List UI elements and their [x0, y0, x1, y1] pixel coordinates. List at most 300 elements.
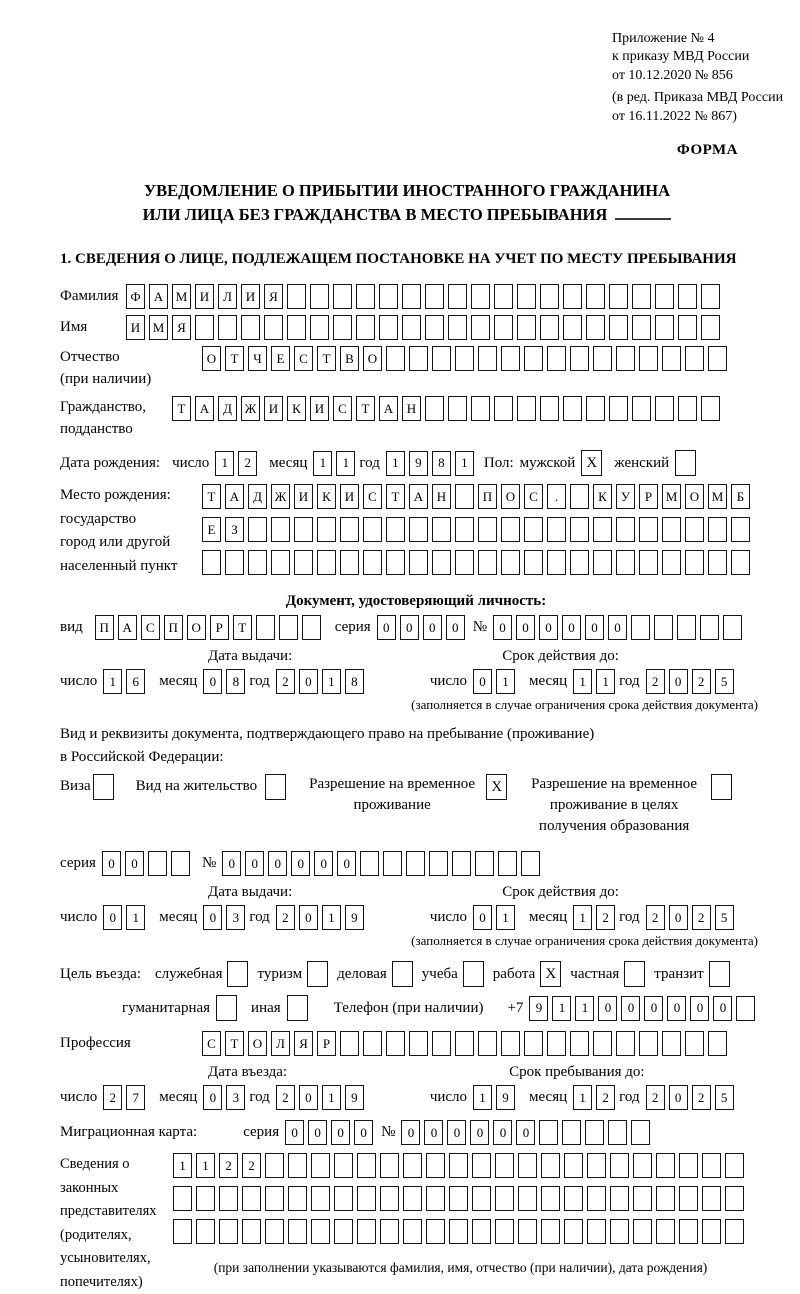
char-box[interactable]: [570, 484, 589, 509]
char-box[interactable]: 1: [596, 669, 615, 694]
char-box[interactable]: [725, 1153, 744, 1178]
char-box[interactable]: [495, 1153, 514, 1178]
char-box[interactable]: [631, 615, 650, 640]
char-box[interactable]: [524, 550, 543, 575]
char-box[interactable]: [616, 346, 635, 371]
char-box[interactable]: В: [340, 346, 359, 371]
char-box[interactable]: [547, 517, 566, 542]
iddoc-expiry-month[interactable]: [573, 669, 619, 694]
char-box[interactable]: 3: [226, 1085, 245, 1110]
char-box[interactable]: 2: [276, 669, 295, 694]
char-box[interactable]: [455, 517, 474, 542]
char-box[interactable]: [540, 396, 559, 421]
char-box[interactable]: [171, 851, 190, 876]
char-box[interactable]: [432, 550, 451, 575]
char-box[interactable]: [685, 550, 704, 575]
char-box[interactable]: И: [310, 396, 329, 421]
char-box[interactable]: С: [202, 1031, 221, 1056]
char-box[interactable]: 0: [314, 851, 333, 876]
char-box[interactable]: [495, 1186, 514, 1211]
char-box[interactable]: С: [524, 484, 543, 509]
char-box[interactable]: 0: [203, 905, 222, 930]
char-box[interactable]: 9: [529, 996, 548, 1021]
char-box[interactable]: [248, 550, 267, 575]
char-box[interactable]: [173, 1186, 192, 1211]
char-box[interactable]: [409, 517, 428, 542]
stay-until-day[interactable]: [473, 1085, 519, 1110]
char-box[interactable]: [518, 1219, 537, 1244]
char-box[interactable]: [587, 1186, 606, 1211]
char-box[interactable]: [478, 346, 497, 371]
char-box[interactable]: [357, 1219, 376, 1244]
char-box[interactable]: Т: [225, 346, 244, 371]
char-box[interactable]: [586, 284, 605, 309]
char-box[interactable]: [333, 284, 352, 309]
char-box[interactable]: [708, 550, 727, 575]
char-box[interactable]: [256, 615, 275, 640]
iddoc-issue-month[interactable]: [203, 669, 249, 694]
char-box[interactable]: [386, 517, 405, 542]
char-box[interactable]: [241, 315, 260, 340]
char-box[interactable]: [409, 346, 428, 371]
char-box[interactable]: [679, 1153, 698, 1178]
char-box[interactable]: 0: [690, 996, 709, 1021]
resdoc-issue-day[interactable]: [103, 905, 149, 930]
char-box[interactable]: [386, 346, 405, 371]
male-checkbox[interactable]: X: [581, 450, 602, 476]
char-box[interactable]: [616, 1031, 635, 1056]
char-box[interactable]: 2: [242, 1153, 261, 1178]
char-box[interactable]: [685, 1031, 704, 1056]
char-box[interactable]: [432, 346, 451, 371]
char-box[interactable]: [265, 1153, 284, 1178]
resdoc-seriya-input[interactable]: [102, 851, 194, 876]
char-box[interactable]: [219, 1186, 238, 1211]
char-box[interactable]: [148, 851, 167, 876]
resdoc-expiry-year[interactable]: [646, 905, 738, 930]
char-box[interactable]: 0: [516, 1120, 535, 1145]
char-box[interactable]: [448, 315, 467, 340]
char-box[interactable]: 7: [126, 1085, 145, 1110]
char-box[interactable]: 2: [692, 1085, 711, 1110]
char-box[interactable]: [564, 1186, 583, 1211]
char-box[interactable]: [662, 1031, 681, 1056]
char-box[interactable]: 2: [646, 1085, 665, 1110]
char-box[interactable]: М: [149, 315, 168, 340]
char-box[interactable]: 0: [337, 851, 356, 876]
char-box[interactable]: Т: [356, 396, 375, 421]
char-box[interactable]: [409, 550, 428, 575]
char-box[interactable]: [702, 1219, 721, 1244]
char-box[interactable]: [586, 315, 605, 340]
char-box[interactable]: [639, 517, 658, 542]
char-box[interactable]: [524, 517, 543, 542]
char-box[interactable]: [432, 517, 451, 542]
migcard-number-input[interactable]: [401, 1120, 654, 1145]
temp-residence-education-checkbox[interactable]: [711, 774, 732, 800]
char-box[interactable]: [340, 550, 359, 575]
char-box[interactable]: 6: [126, 669, 145, 694]
char-box[interactable]: [708, 346, 727, 371]
char-box[interactable]: Р: [210, 615, 229, 640]
char-box[interactable]: [723, 615, 742, 640]
char-box[interactable]: [498, 851, 517, 876]
char-box[interactable]: [471, 284, 490, 309]
char-box[interactable]: [379, 284, 398, 309]
char-box[interactable]: К: [287, 396, 306, 421]
char-box[interactable]: [501, 1031, 520, 1056]
char-box[interactable]: 1: [575, 996, 594, 1021]
char-box[interactable]: 1: [473, 1085, 492, 1110]
char-box[interactable]: [631, 1120, 650, 1145]
firstname-input[interactable]: [126, 315, 724, 340]
char-box[interactable]: [702, 1186, 721, 1211]
char-box[interactable]: [678, 396, 697, 421]
char-box[interactable]: [609, 315, 628, 340]
iddoc-vid-input[interactable]: [95, 615, 325, 640]
char-box[interactable]: О: [363, 346, 382, 371]
char-box[interactable]: [196, 1219, 215, 1244]
char-box[interactable]: 0: [125, 851, 144, 876]
char-box[interactable]: [380, 1186, 399, 1211]
char-box[interactable]: 1: [322, 669, 341, 694]
char-box[interactable]: [425, 315, 444, 340]
char-box[interactable]: [616, 550, 635, 575]
char-box[interactable]: 0: [331, 1120, 350, 1145]
resdoc-issue-year[interactable]: [276, 905, 368, 930]
char-box[interactable]: 0: [203, 669, 222, 694]
char-box[interactable]: Ж: [271, 484, 290, 509]
stay-until-year[interactable]: [646, 1085, 738, 1110]
char-box[interactable]: У: [616, 484, 635, 509]
char-box[interactable]: [455, 346, 474, 371]
char-box[interactable]: [700, 615, 719, 640]
char-box[interactable]: [656, 1219, 675, 1244]
char-box[interactable]: [679, 1219, 698, 1244]
representatives-input-row1[interactable]: [173, 1153, 748, 1178]
char-box[interactable]: [311, 1186, 330, 1211]
char-box[interactable]: 1: [386, 451, 405, 476]
char-box[interactable]: [518, 1186, 537, 1211]
char-box[interactable]: [478, 517, 497, 542]
char-box[interactable]: [455, 1031, 474, 1056]
char-box[interactable]: 0: [669, 905, 688, 930]
char-box[interactable]: [656, 1186, 675, 1211]
char-box[interactable]: 0: [669, 669, 688, 694]
char-box[interactable]: К: [317, 484, 336, 509]
char-box[interactable]: [570, 517, 589, 542]
char-box[interactable]: [449, 1219, 468, 1244]
char-box[interactable]: И: [264, 396, 283, 421]
char-box[interactable]: М: [172, 284, 191, 309]
char-box[interactable]: К: [593, 484, 612, 509]
char-box[interactable]: [518, 1153, 537, 1178]
char-box[interactable]: 1: [573, 1085, 592, 1110]
char-box[interactable]: Я: [264, 284, 283, 309]
purpose-transit-checkbox[interactable]: [709, 961, 730, 987]
char-box[interactable]: И: [340, 484, 359, 509]
char-box[interactable]: [494, 284, 513, 309]
char-box[interactable]: [731, 550, 750, 575]
char-box[interactable]: [426, 1153, 445, 1178]
char-box[interactable]: [541, 1153, 560, 1178]
char-box[interactable]: [403, 1153, 422, 1178]
char-box[interactable]: М: [708, 484, 727, 509]
char-box[interactable]: А: [409, 484, 428, 509]
char-box[interactable]: [662, 517, 681, 542]
char-box[interactable]: [731, 517, 750, 542]
char-box[interactable]: 0: [103, 905, 122, 930]
char-box[interactable]: [610, 1153, 629, 1178]
char-box[interactable]: [452, 851, 471, 876]
char-box[interactable]: 1: [322, 905, 341, 930]
char-box[interactable]: [608, 1120, 627, 1145]
birthplace-input-row3[interactable]: [202, 550, 754, 575]
char-box[interactable]: Ч: [248, 346, 267, 371]
char-box[interactable]: [429, 851, 448, 876]
char-box[interactable]: П: [164, 615, 183, 640]
birthplace-input-row2[interactable]: [202, 517, 754, 542]
char-box[interactable]: 0: [713, 996, 732, 1021]
char-box[interactable]: 0: [585, 615, 604, 640]
char-box[interactable]: 2: [692, 905, 711, 930]
char-box[interactable]: [333, 315, 352, 340]
char-box[interactable]: [471, 315, 490, 340]
char-box[interactable]: 9: [496, 1085, 515, 1110]
char-box[interactable]: [547, 1031, 566, 1056]
char-box[interactable]: [563, 396, 582, 421]
char-box[interactable]: [287, 284, 306, 309]
char-box[interactable]: [311, 1153, 330, 1178]
purpose-business-checkbox[interactable]: [392, 961, 413, 987]
char-box[interactable]: Е: [202, 517, 221, 542]
char-box[interactable]: 1: [496, 669, 515, 694]
char-box[interactable]: [173, 1219, 192, 1244]
char-box[interactable]: [475, 851, 494, 876]
char-box[interactable]: [294, 517, 313, 542]
char-box[interactable]: [593, 1031, 612, 1056]
char-box[interactable]: 0: [285, 1120, 304, 1145]
char-box[interactable]: 0: [291, 851, 310, 876]
char-box[interactable]: Т: [225, 1031, 244, 1056]
char-box[interactable]: А: [379, 396, 398, 421]
char-box[interactable]: [679, 1186, 698, 1211]
char-box[interactable]: [521, 851, 540, 876]
char-box[interactable]: 0: [446, 615, 465, 640]
char-box[interactable]: Я: [172, 315, 191, 340]
char-box[interactable]: [632, 396, 651, 421]
char-box[interactable]: 0: [516, 615, 535, 640]
char-box[interactable]: [587, 1219, 606, 1244]
char-box[interactable]: [317, 550, 336, 575]
char-box[interactable]: [310, 315, 329, 340]
char-box[interactable]: [593, 346, 612, 371]
char-box[interactable]: О: [501, 484, 520, 509]
char-box[interactable]: [448, 284, 467, 309]
char-box[interactable]: [632, 315, 651, 340]
char-box[interactable]: 2: [646, 905, 665, 930]
char-box[interactable]: [655, 396, 674, 421]
stay-until-month[interactable]: [573, 1085, 619, 1110]
char-box[interactable]: [677, 615, 696, 640]
char-box[interactable]: [455, 484, 474, 509]
char-box[interactable]: 0: [299, 669, 318, 694]
char-box[interactable]: 5: [715, 905, 734, 930]
char-box[interactable]: Т: [202, 484, 221, 509]
char-box[interactable]: 2: [103, 1085, 122, 1110]
char-box[interactable]: .: [547, 484, 566, 509]
char-box[interactable]: 0: [423, 615, 442, 640]
char-box[interactable]: [654, 615, 673, 640]
char-box[interactable]: 0: [644, 996, 663, 1021]
char-box[interactable]: [472, 1219, 491, 1244]
char-box[interactable]: 0: [470, 1120, 489, 1145]
char-box[interactable]: 0: [245, 851, 264, 876]
char-box[interactable]: [517, 315, 536, 340]
char-box[interactable]: 0: [493, 615, 512, 640]
char-box[interactable]: [547, 550, 566, 575]
char-box[interactable]: [701, 315, 720, 340]
char-box[interactable]: [472, 1153, 491, 1178]
char-box[interactable]: 0: [400, 615, 419, 640]
birth-day-input[interactable]: [215, 451, 261, 476]
char-box[interactable]: [478, 550, 497, 575]
char-box[interactable]: [524, 1031, 543, 1056]
char-box[interactable]: 1: [103, 669, 122, 694]
char-box[interactable]: Ф: [126, 284, 145, 309]
char-box[interactable]: Р: [317, 1031, 336, 1056]
char-box[interactable]: 1: [196, 1153, 215, 1178]
char-box[interactable]: С: [363, 484, 382, 509]
char-box[interactable]: [383, 851, 402, 876]
char-box[interactable]: 8: [345, 669, 364, 694]
char-box[interactable]: О: [187, 615, 206, 640]
char-box[interactable]: [425, 396, 444, 421]
char-box[interactable]: 0: [308, 1120, 327, 1145]
char-box[interactable]: [264, 315, 283, 340]
purpose-other-checkbox[interactable]: [287, 995, 308, 1021]
char-box[interactable]: А: [195, 396, 214, 421]
char-box[interactable]: 0: [299, 905, 318, 930]
char-box[interactable]: [426, 1186, 445, 1211]
char-box[interactable]: [380, 1153, 399, 1178]
char-box[interactable]: 1: [173, 1153, 192, 1178]
char-box[interactable]: [547, 346, 566, 371]
char-box[interactable]: [656, 1153, 675, 1178]
char-box[interactable]: Л: [271, 1031, 290, 1056]
char-box[interactable]: [242, 1186, 261, 1211]
char-box[interactable]: С: [141, 615, 160, 640]
char-box[interactable]: [633, 1219, 652, 1244]
char-box[interactable]: Т: [317, 346, 336, 371]
char-box[interactable]: [334, 1186, 353, 1211]
char-box[interactable]: [678, 284, 697, 309]
purpose-work-checkbox[interactable]: X: [540, 961, 561, 987]
char-box[interactable]: 2: [596, 905, 615, 930]
char-box[interactable]: 0: [473, 669, 492, 694]
char-box[interactable]: [736, 996, 755, 1021]
char-box[interactable]: [541, 1186, 560, 1211]
char-box[interactable]: 9: [345, 905, 364, 930]
representatives-input-row2[interactable]: [173, 1186, 748, 1211]
resdoc-number-input[interactable]: [222, 851, 544, 876]
char-box[interactable]: [363, 517, 382, 542]
iddoc-seriya-input[interactable]: [377, 615, 469, 640]
char-box[interactable]: [517, 396, 536, 421]
char-box[interactable]: [501, 517, 520, 542]
char-box[interactable]: [356, 315, 375, 340]
char-box[interactable]: 0: [667, 996, 686, 1021]
char-box[interactable]: 0: [102, 851, 121, 876]
char-box[interactable]: [360, 851, 379, 876]
char-box[interactable]: [494, 396, 513, 421]
char-box[interactable]: [402, 284, 421, 309]
char-box[interactable]: [432, 1031, 451, 1056]
entry-month[interactable]: [203, 1085, 249, 1110]
visa-checkbox[interactable]: [93, 774, 114, 800]
char-box[interactable]: 0: [447, 1120, 466, 1145]
char-box[interactable]: [540, 315, 559, 340]
char-box[interactable]: Б: [731, 484, 750, 509]
char-box[interactable]: [662, 346, 681, 371]
char-box[interactable]: [639, 550, 658, 575]
char-box[interactable]: 2: [219, 1153, 238, 1178]
char-box[interactable]: [570, 1031, 589, 1056]
profession-input[interactable]: [202, 1031, 731, 1056]
char-box[interactable]: [302, 615, 321, 640]
char-box[interactable]: [195, 315, 214, 340]
char-box[interactable]: С: [294, 346, 313, 371]
representatives-input-row3[interactable]: [173, 1219, 748, 1244]
iddoc-number-input[interactable]: [493, 615, 746, 640]
char-box[interactable]: [585, 1120, 604, 1145]
char-box[interactable]: 2: [692, 669, 711, 694]
char-box[interactable]: [271, 550, 290, 575]
char-box[interactable]: [363, 550, 382, 575]
iddoc-issue-year[interactable]: [276, 669, 368, 694]
char-box[interactable]: [455, 550, 474, 575]
char-box[interactable]: И: [294, 484, 313, 509]
char-box[interactable]: 0: [268, 851, 287, 876]
char-box[interactable]: [685, 346, 704, 371]
char-box[interactable]: 0: [598, 996, 617, 1021]
iddoc-issue-day[interactable]: [103, 669, 149, 694]
char-box[interactable]: 0: [377, 615, 396, 640]
char-box[interactable]: [593, 517, 612, 542]
char-box[interactable]: [562, 1120, 581, 1145]
char-box[interactable]: 5: [715, 1085, 734, 1110]
char-box[interactable]: [242, 1219, 261, 1244]
char-box[interactable]: Д: [218, 396, 237, 421]
char-box[interactable]: Н: [402, 396, 421, 421]
birth-month-input[interactable]: [313, 451, 359, 476]
char-box[interactable]: [610, 1186, 629, 1211]
char-box[interactable]: И: [195, 284, 214, 309]
char-box[interactable]: [287, 315, 306, 340]
entry-year[interactable]: [276, 1085, 368, 1110]
entry-day[interactable]: [103, 1085, 149, 1110]
char-box[interactable]: 0: [299, 1085, 318, 1110]
char-box[interactable]: [593, 550, 612, 575]
char-box[interactable]: 1: [573, 905, 592, 930]
char-box[interactable]: [356, 284, 375, 309]
char-box[interactable]: [616, 517, 635, 542]
char-box[interactable]: [501, 346, 520, 371]
citizenship-input[interactable]: [172, 396, 724, 421]
char-box[interactable]: Д: [248, 484, 267, 509]
char-box[interactable]: 2: [276, 905, 295, 930]
char-box[interactable]: [225, 550, 244, 575]
